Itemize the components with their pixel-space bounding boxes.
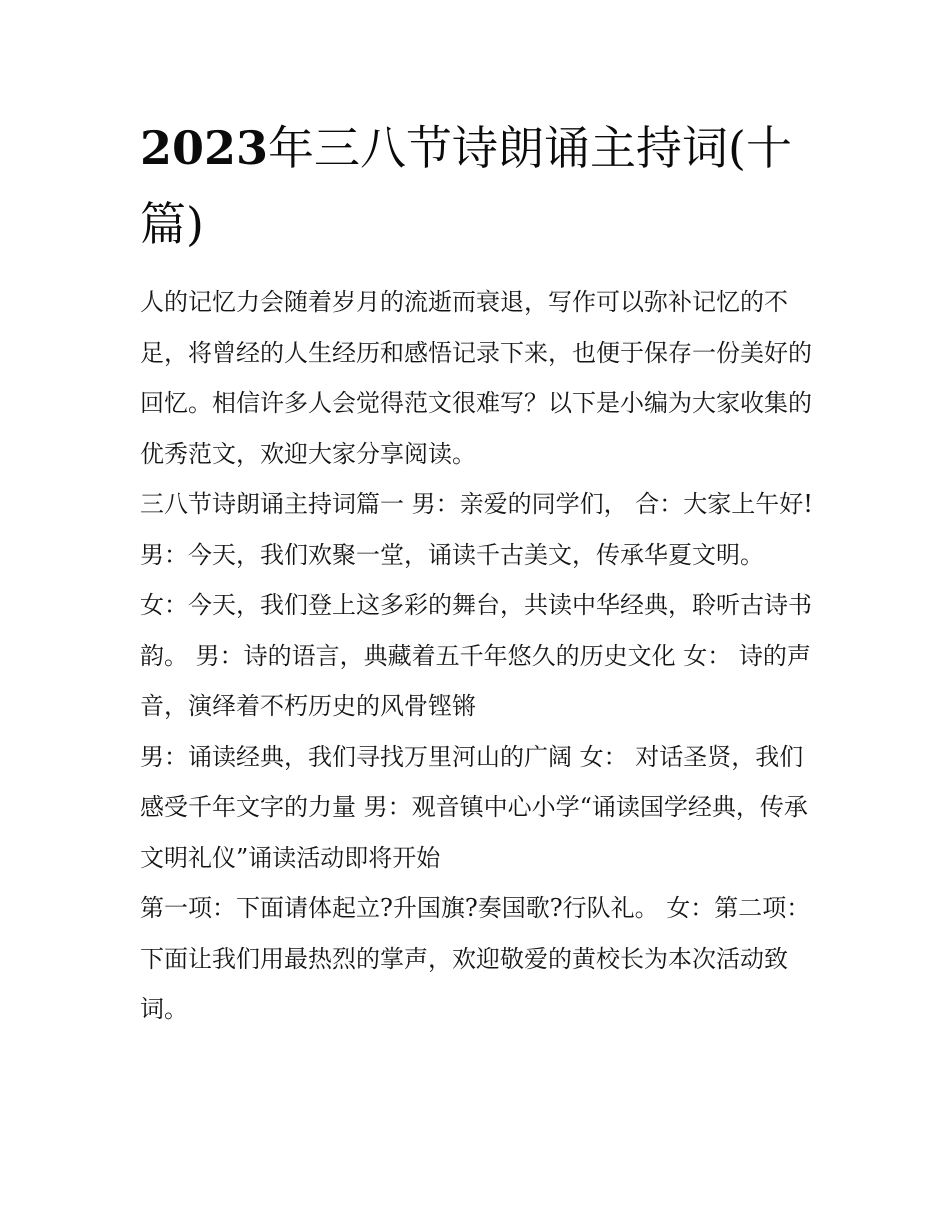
- speech-paragraph-3: 男：诵读经典，我们寻找万里河山的广阔 女： 对话圣贤，我们感受千年文字的力量 男：观音镇中心小学“诵读国学经典，传承文明礼仪”诵读活动即将开始: [140, 742, 808, 872]
- speech-paragraph-1: 三八节诗朗诵主持词篇一 男：亲爱的同学们， 合：大家上午好! 男：今天，我们欢聚一堂，诵读千古美文，传承华夏文明。: [140, 490, 813, 569]
- intro-paragraph: 人的记忆力会随着岁月的流逝而衰退，写作可以弥补记忆的不足，将曾经的人生经历和感悟记录下来，也便于保存一份美好的回忆。相信许多人会觉得范文很难写？以下是小编为大家收集的优秀范文，欢迎大家分享阅读。: [140, 288, 812, 468]
- title-year: 2023: [140, 121, 269, 175]
- title-text: 年三八节诗朗诵主持词(十篇): [140, 121, 792, 251]
- speech-paragraph-4: 第一项：下面请体起立?升国旗?奏国歌?行队礼。 女：第二项：下面让我们用最热烈的掌声，欢迎敬爱的黄校长为本次活动致词。: [140, 894, 811, 1023]
- speech-paragraph-2: 女：今天，我们登上这多彩的舞台，共读中华经典，聆听古诗书韵。 男：诗的语言，典藏着五千年悠久的历史文化 女： 诗的声音，演绎着不朽历史的风骨铿锵: [140, 591, 812, 720]
- document-body: [140, 277, 820, 1035]
- page-title: [140, 110, 820, 262]
